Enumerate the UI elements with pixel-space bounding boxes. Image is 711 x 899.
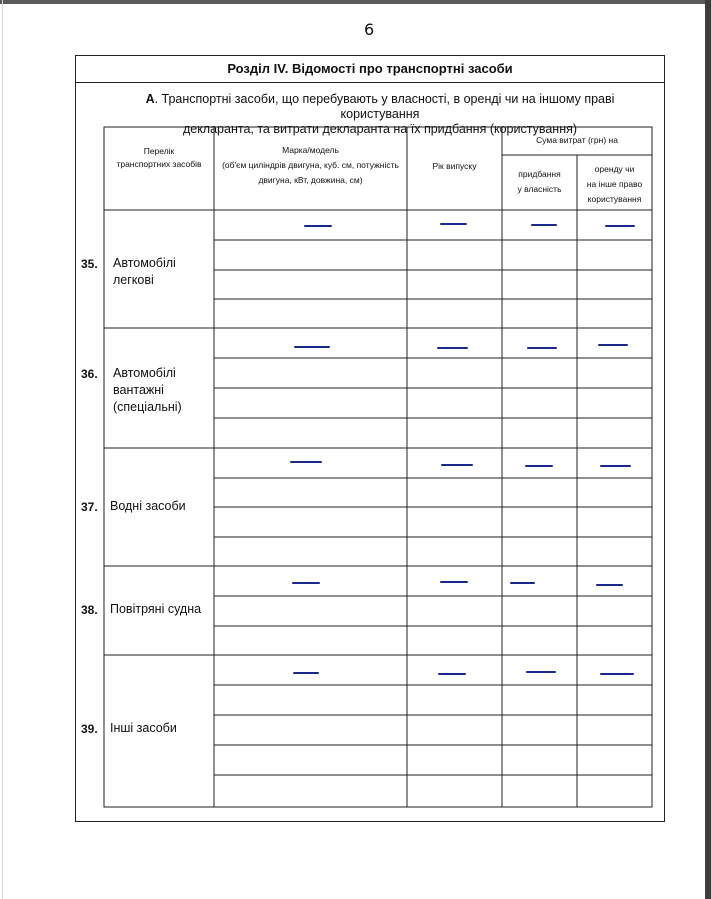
row-38-label: Повітряні судна [110,602,202,616]
page-number: 6 [364,20,375,39]
row-39-purchase-blank-mark [526,671,556,673]
header-purchase-line1: придбання [518,169,561,179]
subsection-letter: А [145,92,155,106]
row-37-model-blank-mark [290,461,322,463]
row-38-purchase-blank-mark [510,582,535,584]
row-39-year-blank-mark [438,673,466,675]
row-35-label [113,255,176,289]
header-year: Рік випуску [432,161,477,171]
row-38-rent-blank-mark [596,584,623,586]
row-35-year-blank-mark [440,223,467,225]
row-36-number: 36. [81,367,98,381]
row-36-model-blank-mark [294,346,330,348]
row-35-label-line1: Автомобілі [113,256,176,270]
header-rent-line3: користування [587,194,642,204]
row-38-number: 38. [81,603,98,617]
subsection-text-1: . Транспортні засоби, що перебувають у власності, в оренді чи на іншому праві користування [154,92,615,121]
header-make-model-line2: (об'єм циліндрів двигуна, куб. см, потужність [222,160,399,170]
row-37-number: 37. [81,500,98,514]
row-38-year-blank-mark [440,581,468,583]
scan-right-border [705,0,711,899]
row-37-rent-blank-mark [600,465,631,467]
row-39-number: 39. [81,722,98,736]
row-35-label-line2: легкові [113,273,154,287]
scan-left-edge [2,0,3,899]
row-37-label: Водні засоби [110,499,186,513]
scan-top-border [0,0,711,4]
header-make-model-line3: двигуна, кВт, довжина, см) [258,175,363,185]
subsection-text-2: декларанта, та витрати декларанта на їх придбання (користування) [182,122,578,136]
subsection-heading [110,92,650,137]
row-36-label-line1: Автомобілі [113,366,176,380]
row-39-model-blank-mark [293,672,319,674]
header-rent [577,162,652,207]
row-36-label [113,365,182,416]
header-rent-line1: оренду чи [594,164,635,174]
row-35-model-blank-mark [304,225,332,227]
row-37-year-blank-mark [441,464,473,466]
header-rent-line2: на інше право [586,179,643,189]
header-make-model-line1: Марка/модель [282,145,339,155]
header-vehicle-list-line1: Перелік [143,146,175,156]
header-costs: Сума витрат (грн) на [536,135,618,145]
row-36-year-blank-mark [437,347,468,349]
row-35-number: 35. [81,257,98,271]
row-39-label: Інші засоби [110,721,177,735]
row-36-rent-blank-mark [598,344,628,346]
row-36-label-line3: (спеціальні) [113,400,182,414]
header-vehicle-list-line2: транспортних засобів [116,159,202,169]
row-38-model-blank-mark [292,582,320,584]
row-35-purchase-blank-mark [531,224,557,226]
header-make-model [214,143,407,188]
row-36-label-line2: вантажні [113,383,164,397]
header-purchase-line2: у власність [517,184,562,194]
row-35-rent-blank-mark [605,225,635,227]
header-vehicle-list [104,145,214,171]
subsection-line-1 [146,92,615,121]
section-title: Розділ IV. Відомості про транспортні засоби [75,55,665,83]
row-39-rent-blank-mark [600,673,634,675]
header-purchase [502,167,577,197]
row-37-purchase-blank-mark [525,465,553,467]
row-36-purchase-blank-mark [527,347,557,349]
